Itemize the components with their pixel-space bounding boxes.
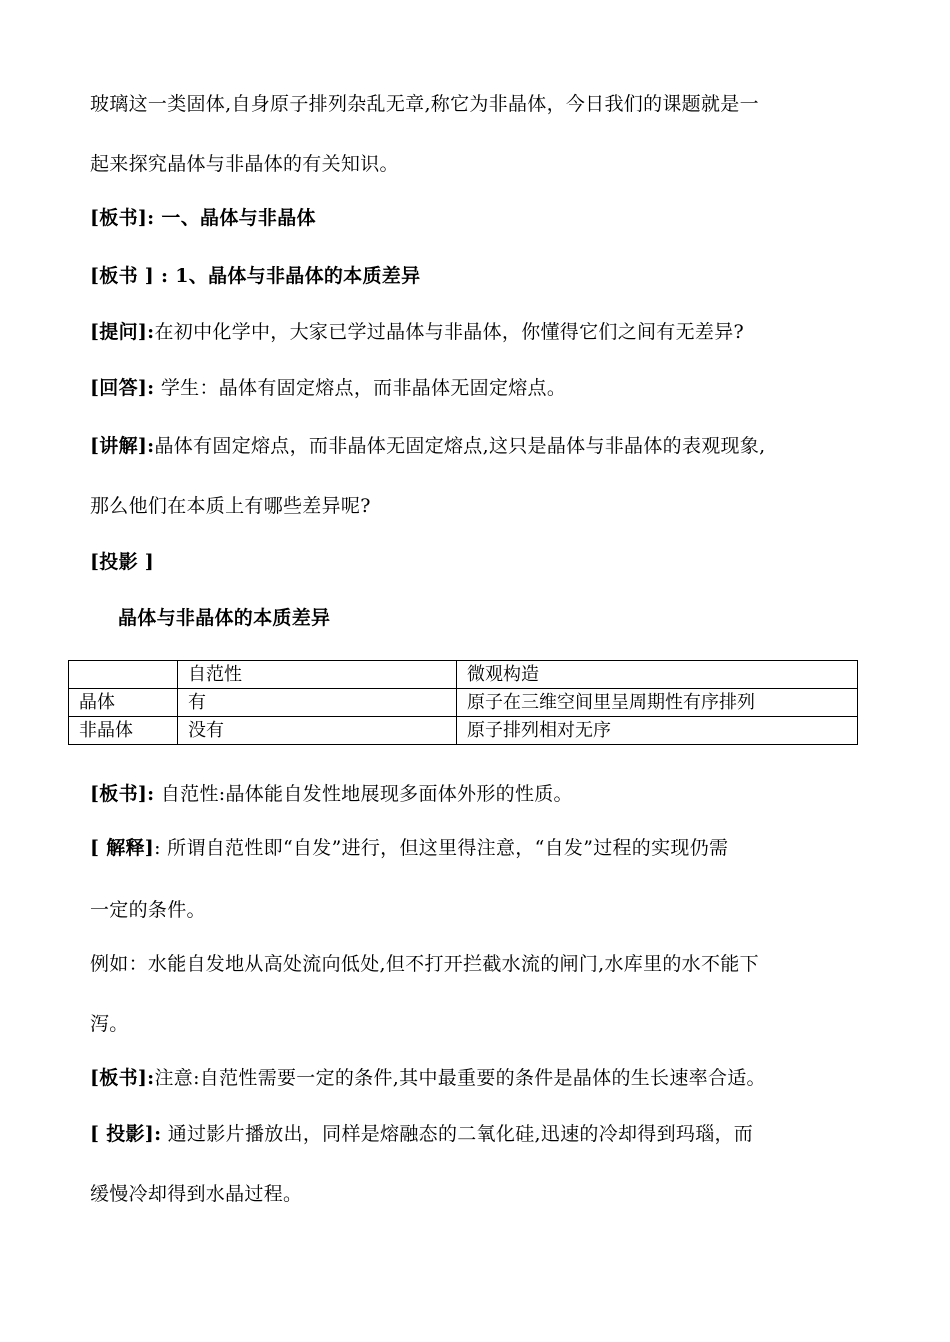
explanation-cont: 那么他们在本质上有哪些差异呢? bbox=[90, 495, 371, 517]
table-row bbox=[69, 717, 858, 745]
question bbox=[90, 320, 744, 344]
table-row bbox=[69, 689, 858, 717]
projection-cont: 缓慢冷却得到水晶过程。 bbox=[90, 1183, 303, 1205]
board-note bbox=[90, 264, 420, 288]
header-cell: 自范性 bbox=[178, 661, 457, 689]
tag: [回答]: bbox=[90, 377, 155, 399]
example-line: 例如：水能自发地从高处流向低处,但不打开拦截水流的闸门,水库里的水不能下 bbox=[90, 953, 759, 975]
paragraph-line: 玻璃这一类固体,自身原子排列杂乱无章,称它为非晶体，今日我们的课题就是一 bbox=[90, 93, 759, 115]
board-note bbox=[90, 206, 316, 230]
board-text: 一、晶体与非晶体 bbox=[154, 207, 316, 229]
board-text: 自范性:晶体能自发性地展现多面体外形的性质。 bbox=[154, 783, 573, 805]
example-line: 泻。 bbox=[90, 1013, 129, 1035]
board-note bbox=[90, 1066, 766, 1090]
board-note bbox=[90, 782, 573, 806]
board-text: 1、晶体与非晶体的本质差异 bbox=[168, 265, 421, 287]
table-cell: 没有 bbox=[178, 717, 457, 745]
answer-text: 学生：晶体有固定熔点，而非晶体无固定熔点。 bbox=[154, 377, 567, 399]
tag: [讲解]: bbox=[90, 435, 155, 457]
projection-text: 通过影片播放出，同样是熔融态的二氧化硅,迅速的冷却得到玛瑙，而 bbox=[161, 1123, 754, 1145]
table-cell: 非晶体 bbox=[69, 717, 178, 745]
header-cell: 微观构造 bbox=[457, 661, 858, 689]
table-cell: 原子在三维空间里呈周期性有序排列 bbox=[457, 689, 858, 717]
tag: [板书]: bbox=[90, 207, 155, 229]
table-cell: 有 bbox=[178, 689, 457, 717]
projection-note bbox=[90, 1122, 753, 1146]
interpretation-cont: 一定的条件。 bbox=[90, 899, 206, 921]
tag: [提问]: bbox=[90, 321, 155, 343]
table-cell: 原子排列相对无序 bbox=[457, 717, 858, 745]
paragraph-line: 起来探究晶体与非晶体的有关知识。 bbox=[90, 153, 399, 175]
tag: [ 投影]: bbox=[90, 1123, 162, 1145]
board-text: 注意:自范性需要一定的条件,其中最重要的条件是晶体的生长速率合适。 bbox=[154, 1067, 766, 1089]
header-cell bbox=[69, 661, 178, 689]
table-cell: 晶体 bbox=[69, 689, 178, 717]
interpretation-text: : 所谓自范性即“自发”进行，但这里得注意，“自发”过程的实现仍需 bbox=[154, 837, 729, 859]
tag: [板书]: bbox=[90, 783, 155, 805]
tag: [板书]: bbox=[90, 1067, 155, 1089]
table-title: 晶体与非晶体的本质差异 bbox=[118, 607, 331, 629]
explanation bbox=[90, 434, 765, 458]
interpretation bbox=[90, 836, 728, 860]
comparison-table bbox=[68, 660, 858, 745]
explanation-text: 晶体有固定熔点，而非晶体无固定熔点,这只是晶体与非晶体的表观现象, bbox=[154, 435, 766, 457]
tag: [ 解释] bbox=[90, 837, 155, 859]
answer bbox=[90, 376, 566, 400]
table-header-row bbox=[69, 661, 858, 689]
tag: [板书 ] : bbox=[90, 265, 169, 287]
projection-label: [投影 ] bbox=[90, 551, 155, 573]
question-text: 在初中化学中，大家已学过晶体与非晶体，你懂得它们之间有无差异? bbox=[154, 321, 744, 343]
